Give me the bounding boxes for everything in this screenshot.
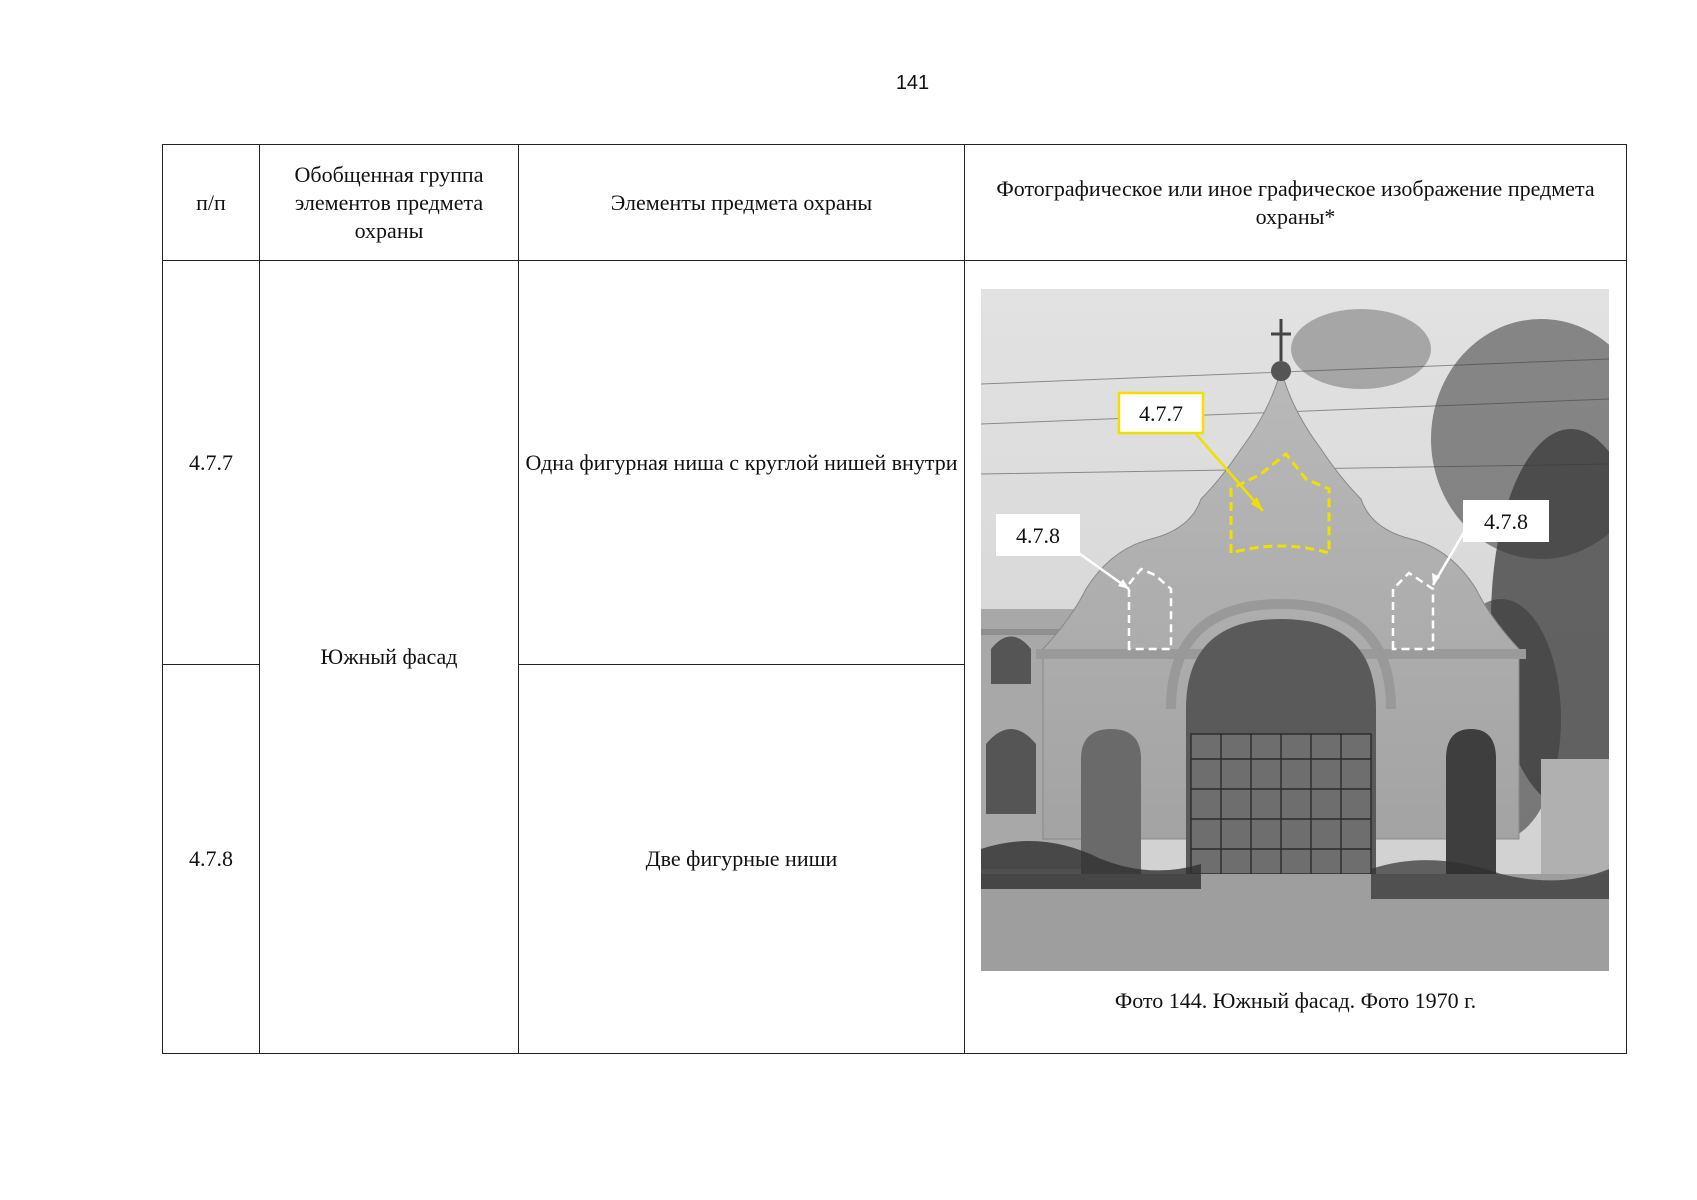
header-photo: Фотографическое или иное графическое изображение предмета охраны*: [965, 145, 1627, 261]
row-number: 4.7.8: [163, 665, 260, 1054]
header-elements: Элементы предмета охраны: [519, 145, 965, 261]
gate-grille: [1191, 734, 1371, 874]
label-4-7-8-right: 4.7.8: [1484, 509, 1528, 534]
table-row: [163, 261, 1627, 665]
table-header-row: [163, 145, 1627, 261]
right-side-arch: [1446, 729, 1496, 874]
protection-elements-table: [162, 144, 1627, 1054]
gate-dome: [1271, 361, 1291, 381]
row-element: Одна фигурная ниша с круглой нишей внутри: [519, 261, 965, 665]
facade-photo: [981, 289, 1609, 971]
row-number: 4.7.7: [163, 261, 260, 665]
row-group: Южный фасад: [260, 261, 519, 1054]
photo-caption: Фото 144. Южный фасад. Фото 1970 г.: [1114, 988, 1477, 1013]
label-4-7-7: 4.7.7: [1139, 401, 1183, 426]
left-side-arch: [1081, 729, 1141, 874]
header-group: Обобщенная группа элементов предмета охраны: [260, 145, 519, 261]
header-num: п/п: [163, 145, 260, 261]
page-number: 141: [895, 72, 930, 94]
label-4-7-8-left: 4.7.8: [1016, 523, 1060, 548]
gate-photo-svg: [981, 289, 1609, 971]
photo-cell: [965, 261, 1627, 1054]
row-element: Две фигурные ниши: [519, 665, 965, 1054]
church-window: [991, 637, 1031, 685]
